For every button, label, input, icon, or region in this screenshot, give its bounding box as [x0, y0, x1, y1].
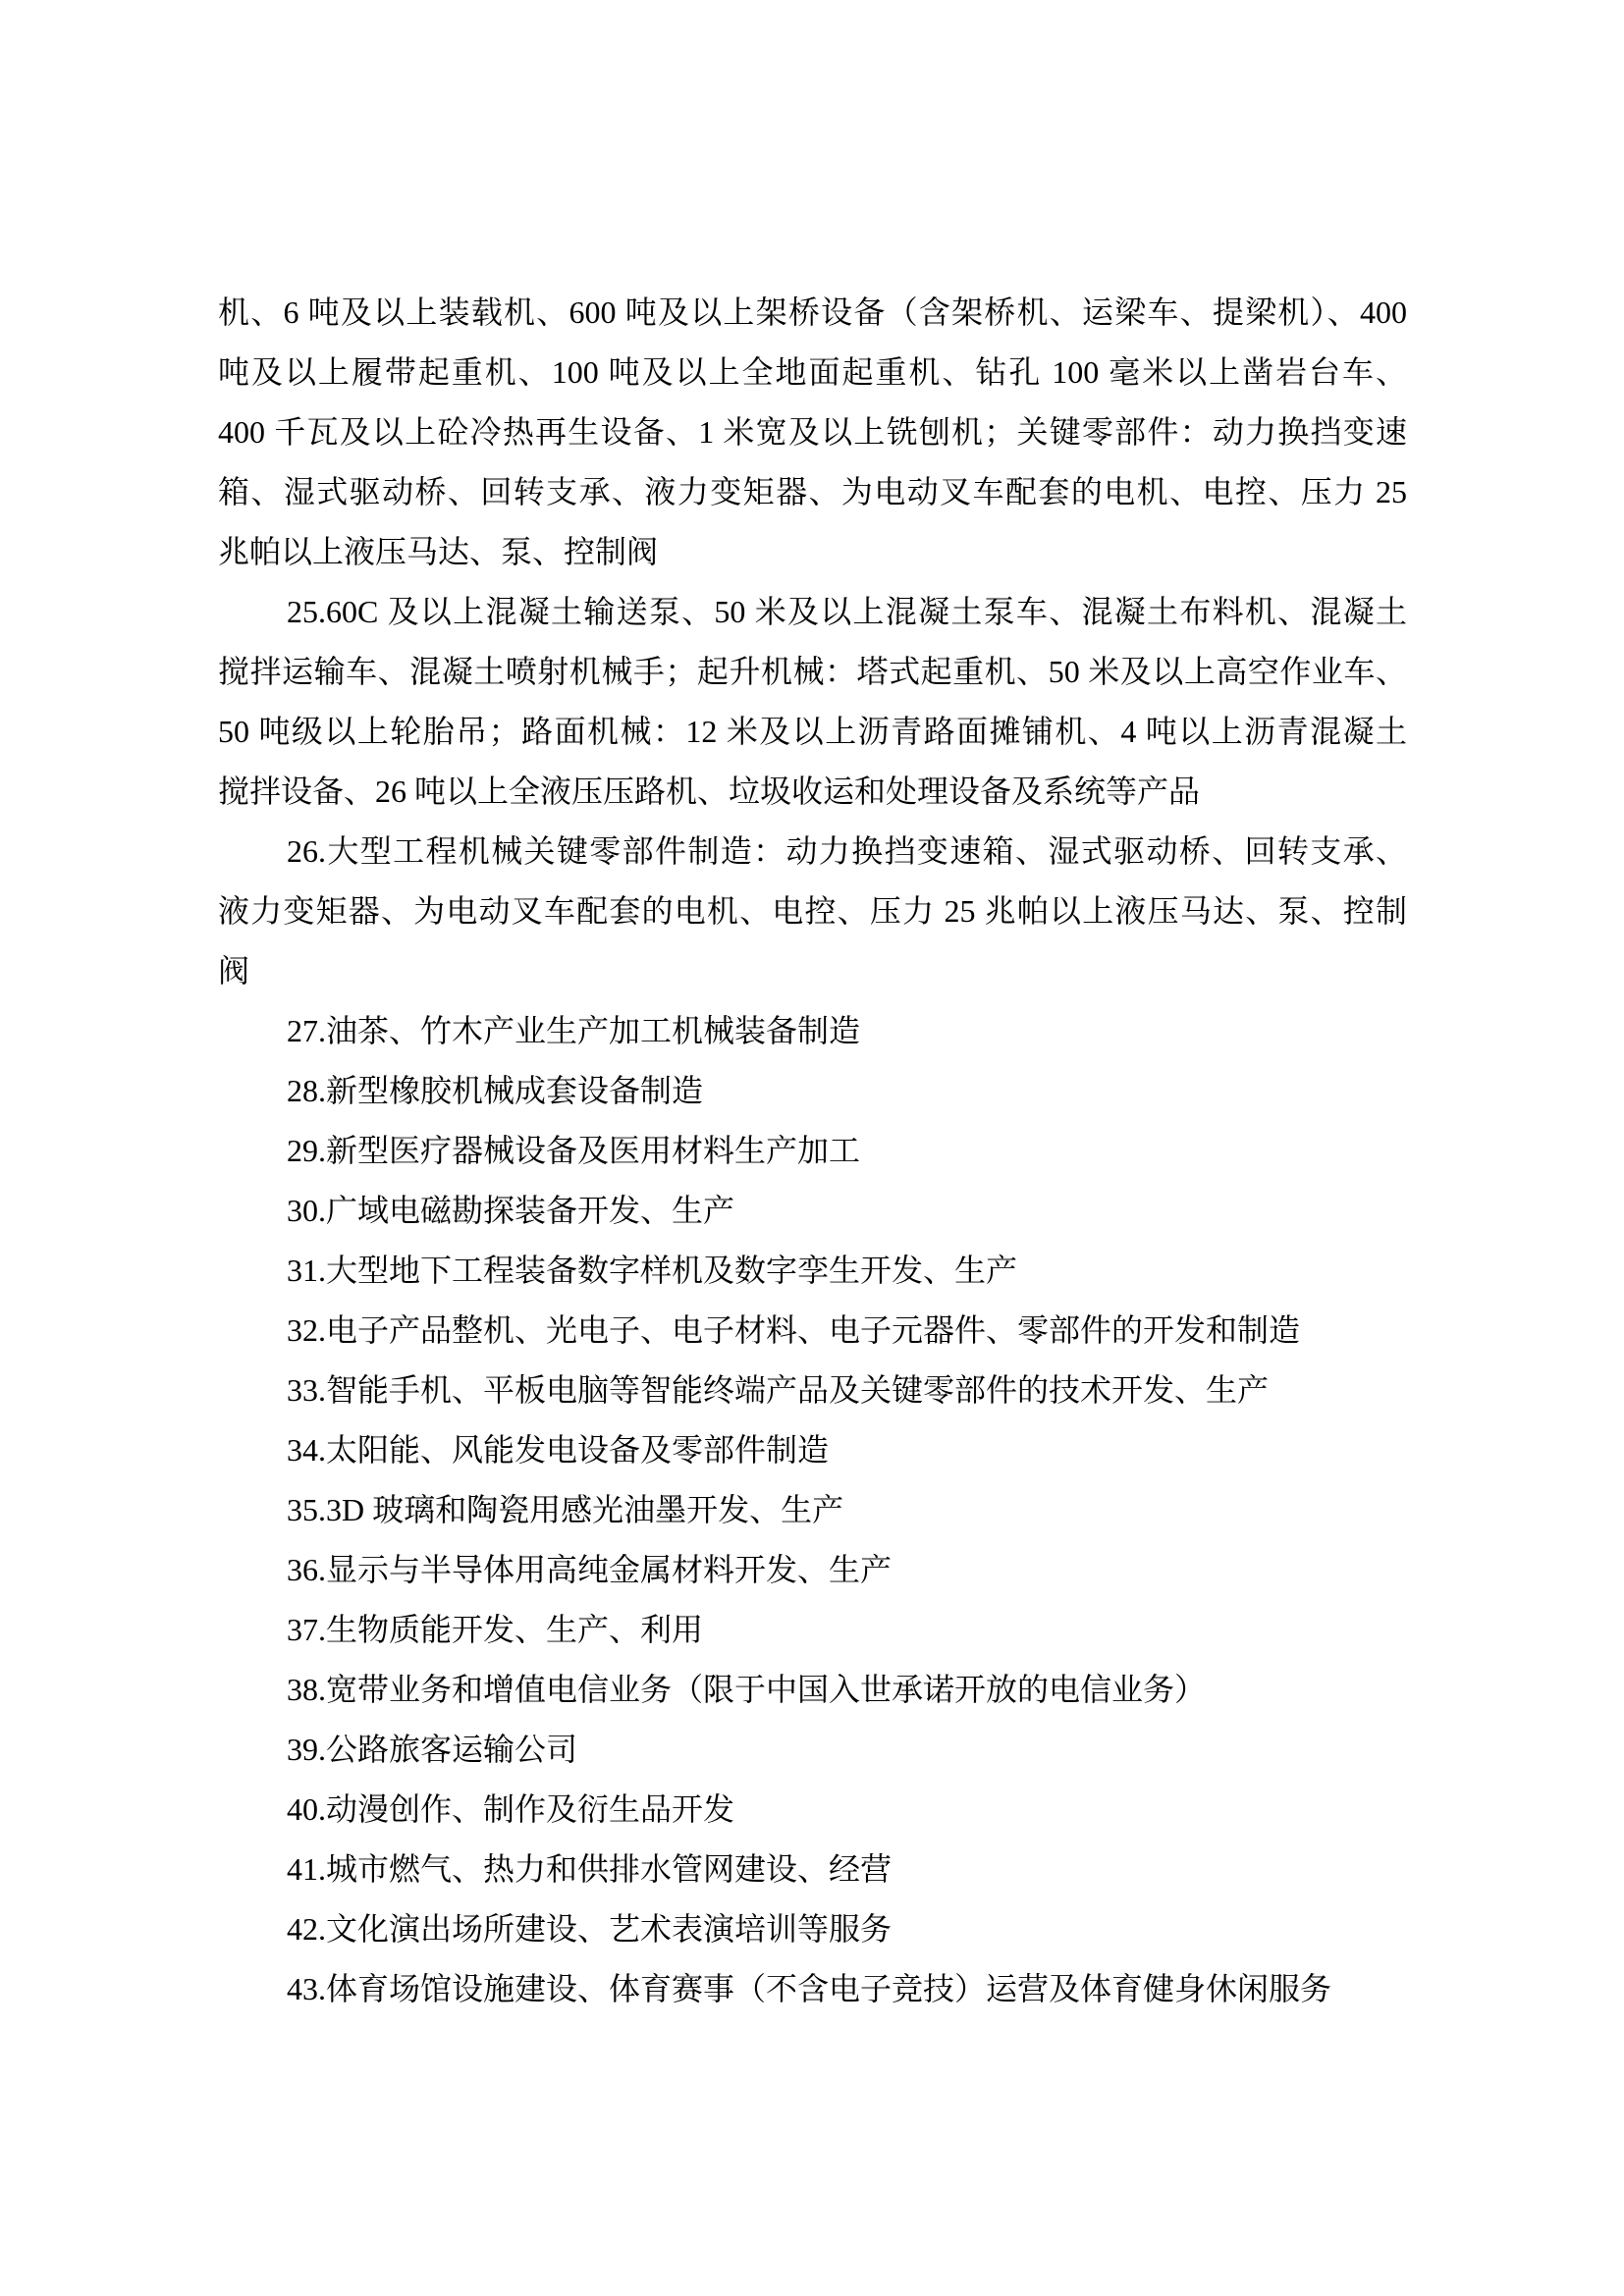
- text-block: [218, 283, 1407, 2019]
- doc-line-item-35: 35.3D 玻璃和陶瓷用感光油墨开发、生产: [287, 1492, 844, 1527]
- doc-line: 箱、湿式驱动桥、回转支承、液力变矩器、为电动叉车配套的电机、电控、压力 25: [218, 474, 1407, 509]
- doc-line-item-37: 37.生物质能开发、生产、利用: [287, 1612, 704, 1647]
- doc-line: 阀: [218, 953, 250, 988]
- doc-line-item-34: 34.太阳能、风能发电设备及零部件制造: [287, 1432, 830, 1468]
- doc-line: 兆帕以上液压马达、泵、控制阀: [218, 534, 659, 569]
- doc-line-item-38: 38.宽带业务和增值电信业务（限于中国入世承诺开放的电信业务）: [287, 1672, 1207, 1707]
- doc-line-item-33: 33.智能手机、平板电脑等智能终端产品及关键零部件的技术开发、生产: [287, 1372, 1270, 1408]
- doc-line-item-25: 25.60C 及以上混凝土输送泵、50 米及以上混凝土泵车、混凝土布料机、混凝土: [287, 594, 1407, 629]
- doc-line: 400 千瓦及以上砼冷热再生设备、1 米宽及以上铣刨机；关键零部件：动力换挡变速: [218, 414, 1407, 450]
- doc-line-item-39: 39.公路旅客运输公司: [287, 1732, 578, 1767]
- doc-line: 吨及以上履带起重机、100 吨及以上全地面起重机、钻孔 100 毫米以上凿岩台车、: [218, 354, 1407, 390]
- doc-line-item-28: 28.新型橡胶机械成套设备制造: [287, 1073, 704, 1108]
- doc-line: 搅拌运输车、混凝土喷射机械手；起升机械：塔式起重机、50 米及以上高空作业车、: [218, 654, 1407, 689]
- doc-line-item-26: 26.大型工程机械关键零部件制造：动力换挡变速箱、湿式驱动桥、回转支承、: [287, 833, 1407, 869]
- doc-line-item-41: 41.城市燃气、热力和供排水管网建设、经营: [287, 1851, 893, 1887]
- doc-line-item-42: 42.文化演出场所建设、艺术表演培训等服务: [287, 1911, 893, 1947]
- doc-line-item-40: 40.动漫创作、制作及衍生品开发: [287, 1791, 735, 1827]
- doc-line-item-31: 31.大型地下工程装备数字样机及数字孪生开发、生产: [287, 1253, 1018, 1288]
- doc-line-item-32: 32.电子产品整机、光电子、电子材料、电子元器件、零部件的开发和制造: [287, 1312, 1301, 1348]
- doc-line: 液力变矩器、为电动叉车配套的电机、电控、压力 25 兆帕以上液压马达、泵、控制: [218, 893, 1407, 929]
- doc-line: 搅拌设备、26 吨以上全液压压路机、垃圾收运和处理设备及系统等产品: [218, 774, 1201, 809]
- doc-line-item-30: 30.广域电磁勘探装备开发、生产: [287, 1193, 735, 1228]
- doc-line-item-27: 27.油茶、竹木产业生产加工机械装备制造: [287, 1013, 861, 1048]
- doc-line-item-43: 43.体育场馆设施建设、体育赛事（不含电子竞技）运营及体育健身休闲服务: [287, 1971, 1332, 2006]
- doc-line: 50 吨级以上轮胎吊；路面机械：12 米及以上沥青路面摊铺机、4 吨以上沥青混凝土: [218, 714, 1407, 749]
- doc-line-item-29: 29.新型医疗器械设备及医用材料生产加工: [287, 1133, 861, 1168]
- doc-line-item-36: 36.显示与半导体用高纯金属材料开发、生产: [287, 1552, 893, 1587]
- doc-line: 机、6 吨及以上装载机、600 吨及以上架桥设备（含架桥机、运梁车、提梁机）、400: [218, 294, 1407, 330]
